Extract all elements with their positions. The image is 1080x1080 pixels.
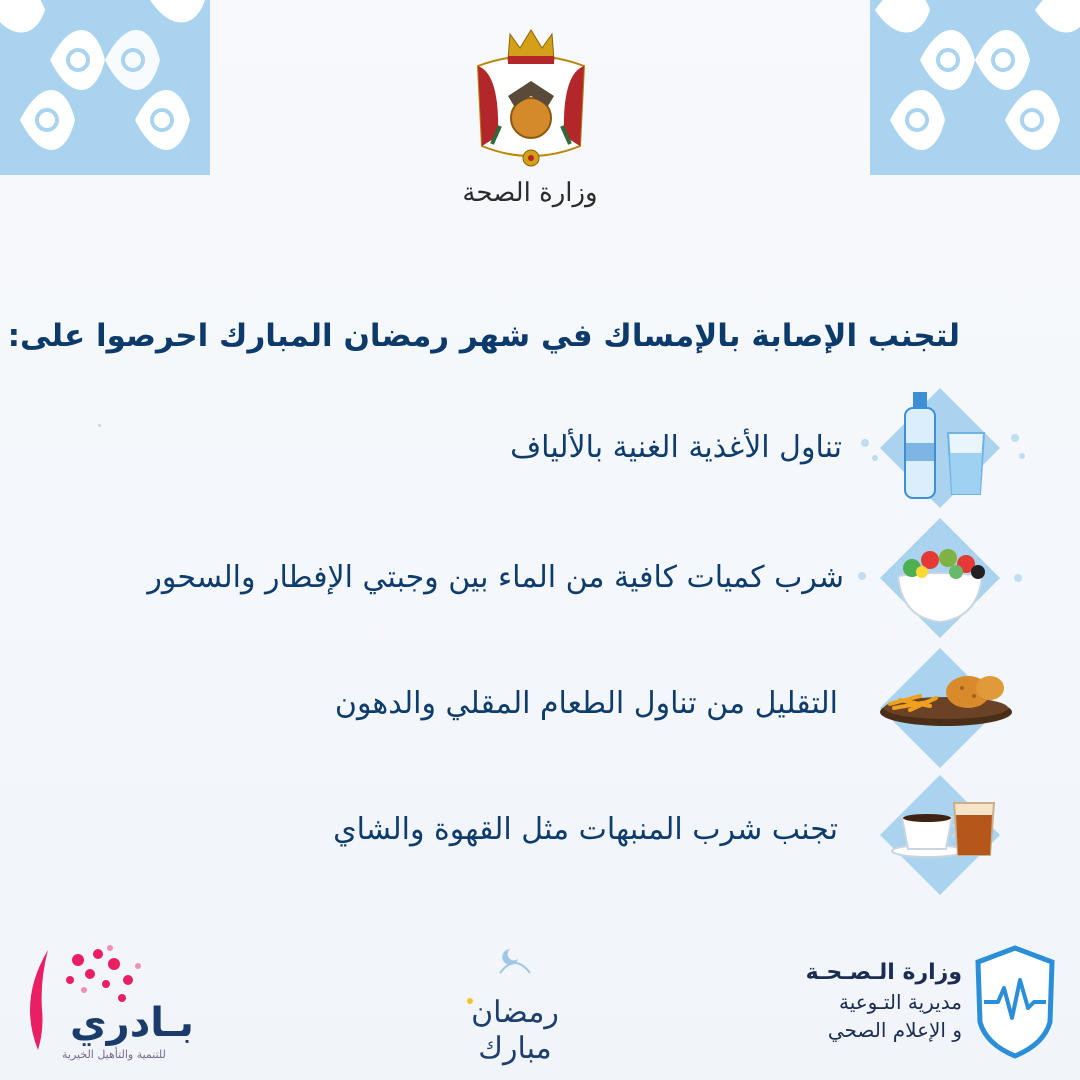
salad-bowl-icon — [850, 518, 1030, 638]
ramadan-line-2: مبارك — [478, 1031, 552, 1066]
decorative-dot — [98, 424, 101, 427]
heartbeat-shield-icon — [974, 944, 1056, 1060]
coffee-and-tea-icon — [850, 775, 1030, 895]
water-bottle-and-glass-icon — [850, 388, 1030, 508]
corner-pattern-left — [0, 0, 210, 175]
moh-title: وزارة الـصـحـة — [805, 960, 962, 985]
moh-directorate-line-1: مديرية التـوعية — [838, 990, 962, 1014]
ministry-script-logo: وزارة الصحة — [462, 178, 598, 208]
tip-4-text: تجنب شرب المنبهات مثل القهوة والشاي — [333, 812, 838, 847]
fried-food-plate-icon — [850, 648, 1030, 768]
badri-name: بـادري — [70, 1000, 194, 1046]
ramadan-mubarak-text — [455, 995, 575, 1067]
corner-pattern-right — [870, 0, 1080, 175]
tip-3-text: التقليل من تناول الطعام المقلي والدهون — [334, 686, 838, 721]
moh-directorate-line-2: و الإعلام الصحي — [827, 1018, 962, 1042]
tip-1-text: تناول الأغذية الغنية بالألياف — [510, 430, 842, 465]
headline: لتجنب الإصابة بالإمساك في شهر رمضان المبارك احرصوا على: — [7, 318, 960, 354]
tip-2-text: شرب كميات كافية من الماء بين وجبتي الإفطار والسحور — [147, 560, 844, 595]
ramadan-line-1: رمضان — [471, 995, 559, 1030]
badri-tagline: للتنمية والتأهيل الخيرية — [62, 1048, 166, 1061]
jordan-coat-of-arms-icon — [470, 26, 592, 178]
